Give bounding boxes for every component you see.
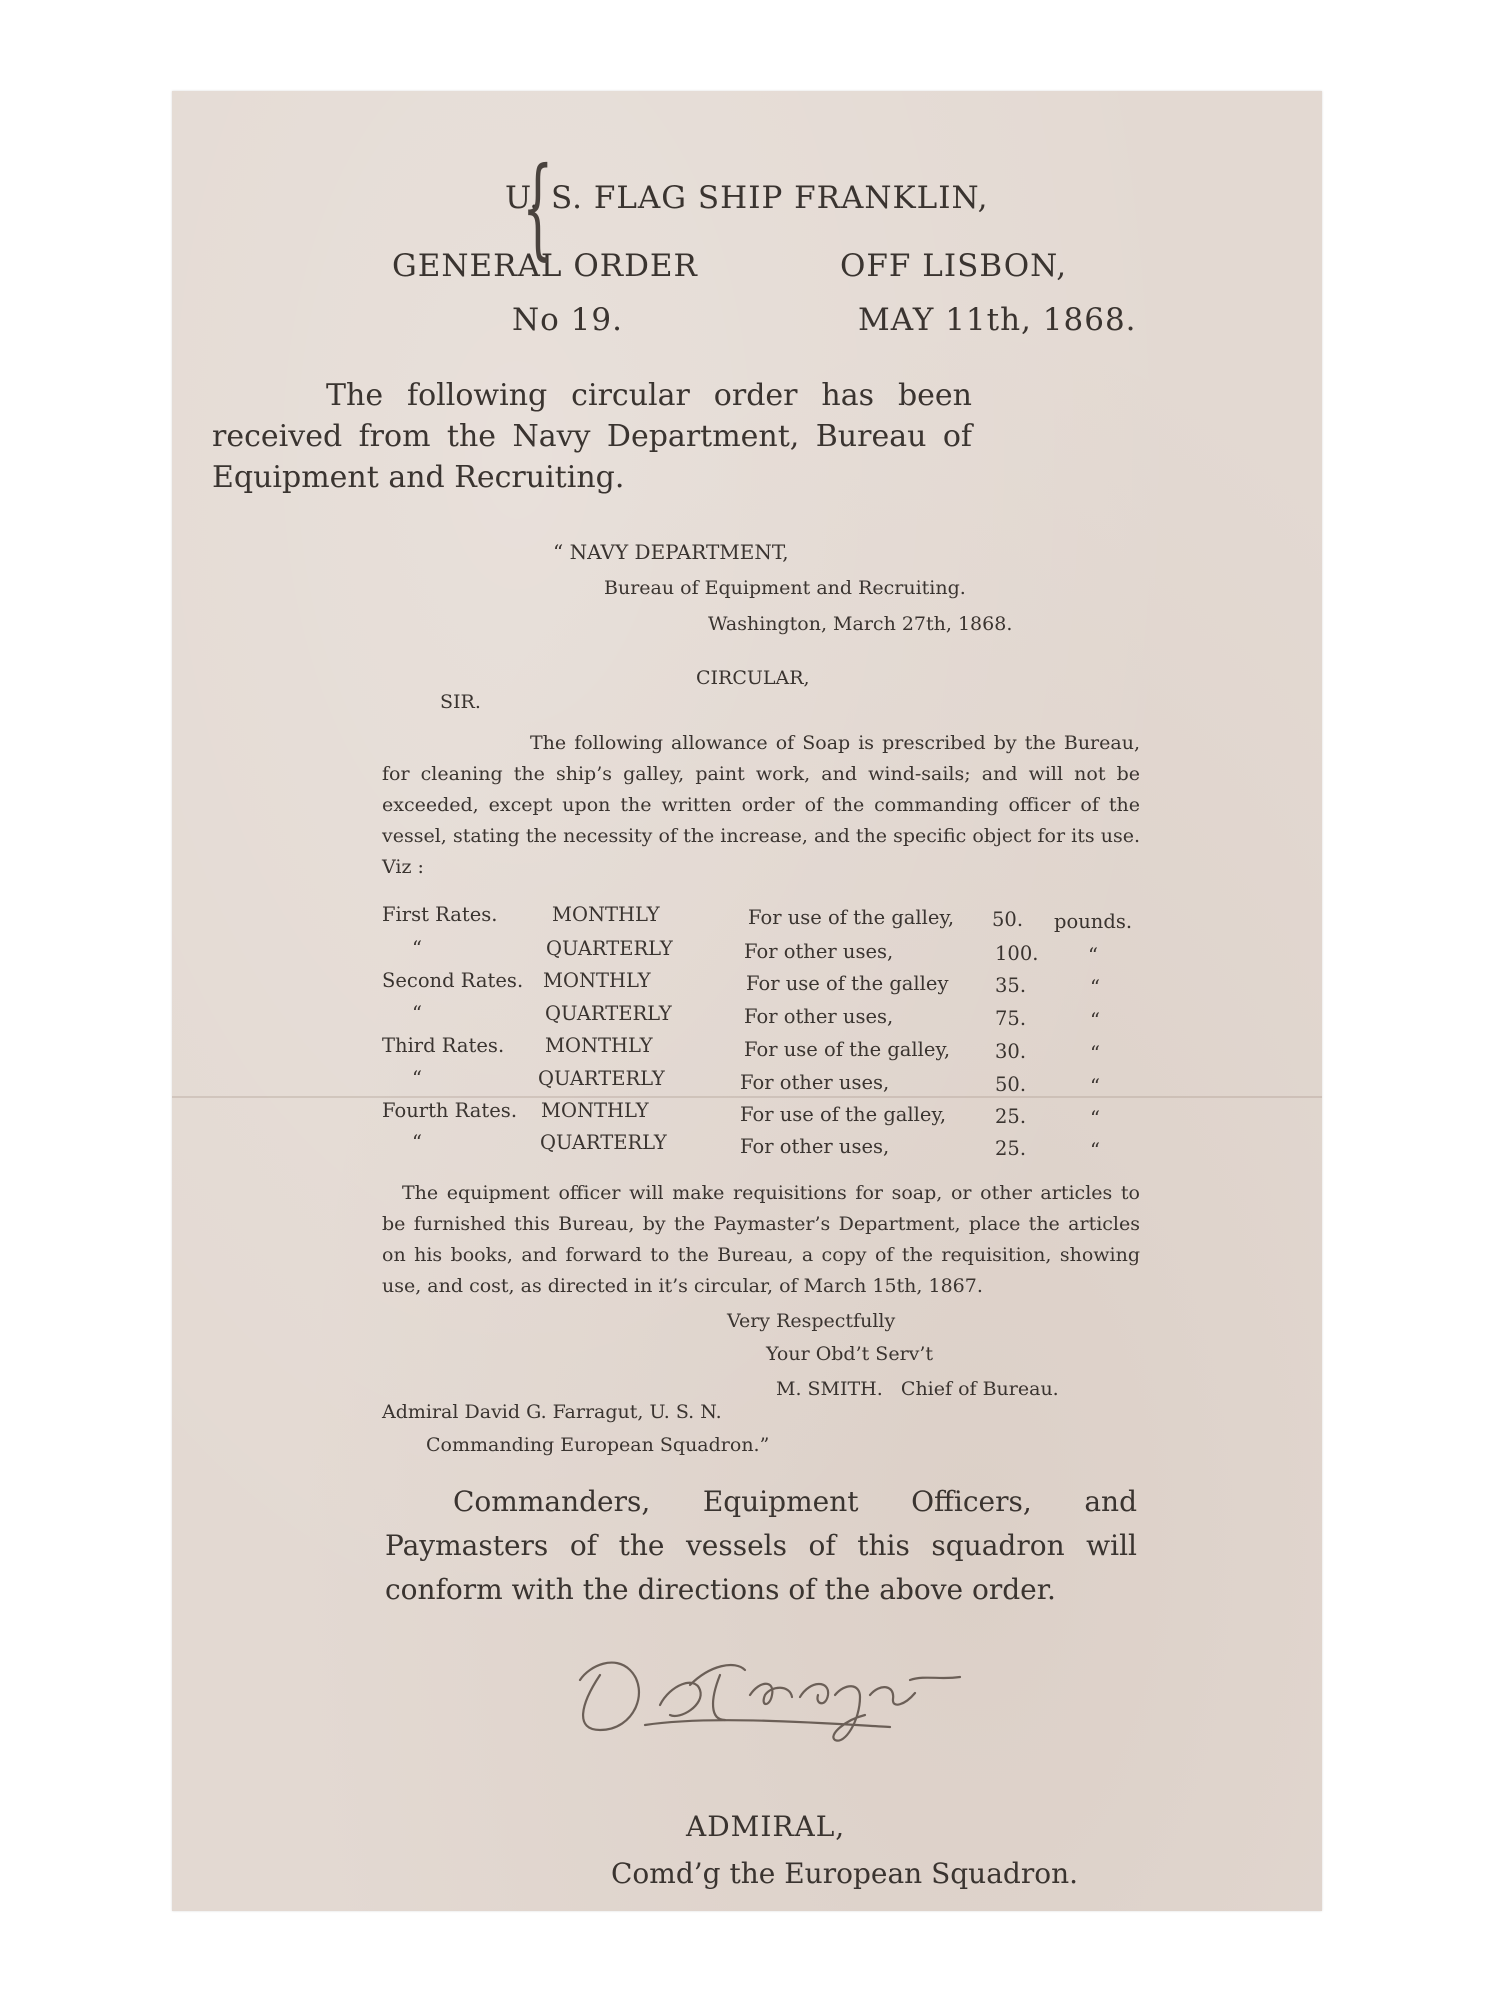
brace-divider: { xyxy=(522,143,554,271)
addressee-name: Admiral David G. Farragut, U. S. N. xyxy=(382,1401,722,1423)
use-cell: For use of the galley xyxy=(746,972,949,995)
squadron-command: Comd’g the European Squadron. xyxy=(611,1857,1079,1890)
order-number: No 19. xyxy=(512,302,623,338)
unit-cell: “ xyxy=(1090,1042,1100,1065)
rate-cell: Second Rates. xyxy=(382,969,524,992)
closing-chief: M. SMITH. Chief of Bureau. xyxy=(776,1378,1059,1400)
unit-cell: “ xyxy=(1090,1009,1100,1032)
unit-cell: “ xyxy=(1090,1107,1100,1130)
unit-cell: “ xyxy=(1090,1139,1100,1162)
period-cell: QUARTERLY xyxy=(538,1067,665,1090)
rate-cell: “ xyxy=(412,1131,422,1154)
ship-name: U. S. FLAG SHIP FRANKLIN, xyxy=(505,180,989,216)
amount-cell: 75. xyxy=(995,1007,1027,1030)
closing-servant: Your Obd’t Serv’t xyxy=(766,1343,934,1365)
amount-cell: 50. xyxy=(992,908,1024,931)
use-cell: For other uses, xyxy=(740,1135,890,1158)
amount-cell: 50. xyxy=(995,1073,1027,1096)
use-cell: For other uses, xyxy=(740,1071,890,1094)
period-cell: MONTHLY xyxy=(543,969,651,992)
requisition-paragraph: The equipment officer will make requisitions for soap, or other articles to be furnished this Bureau, by the Paymaster’s Department, place the articles on his books, and forward to the Bureau, a copy of the requisition, showing use, and cost, as directed in it’s circular, of March 15th, 1867. xyxy=(382,1182,1140,1297)
salutation: SIR. xyxy=(440,691,481,713)
use-cell: For other uses, xyxy=(744,940,894,963)
period-cell: QUARTERLY xyxy=(546,937,673,960)
circular-place-date: Washington, March 27th, 1868. xyxy=(708,613,1013,635)
amount-cell: 25. xyxy=(995,1105,1027,1128)
use-cell: For use of the galley, xyxy=(744,1038,951,1061)
addressee-command: Commanding European Squadron.” xyxy=(426,1434,770,1456)
handwritten-signature xyxy=(560,1635,980,1755)
amount-cell: 30. xyxy=(995,1040,1027,1063)
unit-cell: pounds. xyxy=(1054,910,1133,933)
unit-cell: “ xyxy=(1090,976,1100,999)
circular-bureau: Bureau of Equipment and Recruiting. xyxy=(604,577,966,599)
closing-respectfully: Very Respectfully xyxy=(727,1310,896,1332)
use-cell: For other uses, xyxy=(744,1005,894,1028)
use-cell: For use of the galley, xyxy=(748,906,955,929)
amount-cell: 25. xyxy=(995,1137,1027,1160)
rate-cell: “ xyxy=(412,1002,422,1025)
period-cell: MONTHLY xyxy=(545,1034,653,1057)
period-cell: MONTHLY xyxy=(541,1099,649,1122)
period-cell: MONTHLY xyxy=(552,903,660,926)
amount-cell: 100. xyxy=(995,942,1039,965)
rate-cell: First Rates. xyxy=(382,903,498,926)
order-date: MAY 11th, 1868. xyxy=(858,302,1137,338)
allowance-paragraph: The following allowance of Soap is prescribed by the Bureau, for cleaning the ship’s galley, paint work, and wind-sails; and will not be exceeded, except upon the written order of the commanding officer of the vessel, stating the necessity of the increase, and the specific object for its use. Viz : xyxy=(382,732,1140,878)
circular-heading: CIRCULAR, xyxy=(696,667,810,689)
unit-cell: “ xyxy=(1088,944,1098,967)
location: OFF LISBON, xyxy=(840,248,1068,284)
intro-paragraph: The following circular order has been received from the Navy Department, Bureau of Equipment and Recruiting. xyxy=(212,378,972,495)
amount-cell: 35. xyxy=(995,974,1027,997)
period-cell: QUARTERLY xyxy=(540,1131,667,1154)
fold-line xyxy=(172,1096,1322,1098)
rate-cell: Fourth Rates. xyxy=(382,1099,518,1122)
unit-cell: “ xyxy=(1090,1075,1100,1098)
rate-cell: “ xyxy=(412,1067,422,1090)
admiral-rank: ADMIRAL, xyxy=(686,1810,846,1843)
period-cell: QUARTERLY xyxy=(545,1002,672,1025)
use-cell: For use of the galley, xyxy=(740,1103,947,1126)
order-title: GENERAL ORDER xyxy=(392,248,698,284)
directive-paragraph: Commanders, Equipment Officers, and Paymasters of the vessels of this squadron will conform with the directions of the above order. xyxy=(385,1485,1137,1606)
rate-cell: “ xyxy=(412,937,422,960)
rate-cell: Third Rates. xyxy=(382,1034,505,1057)
circular-dept: “ NAVY DEPARTMENT, xyxy=(553,540,789,564)
